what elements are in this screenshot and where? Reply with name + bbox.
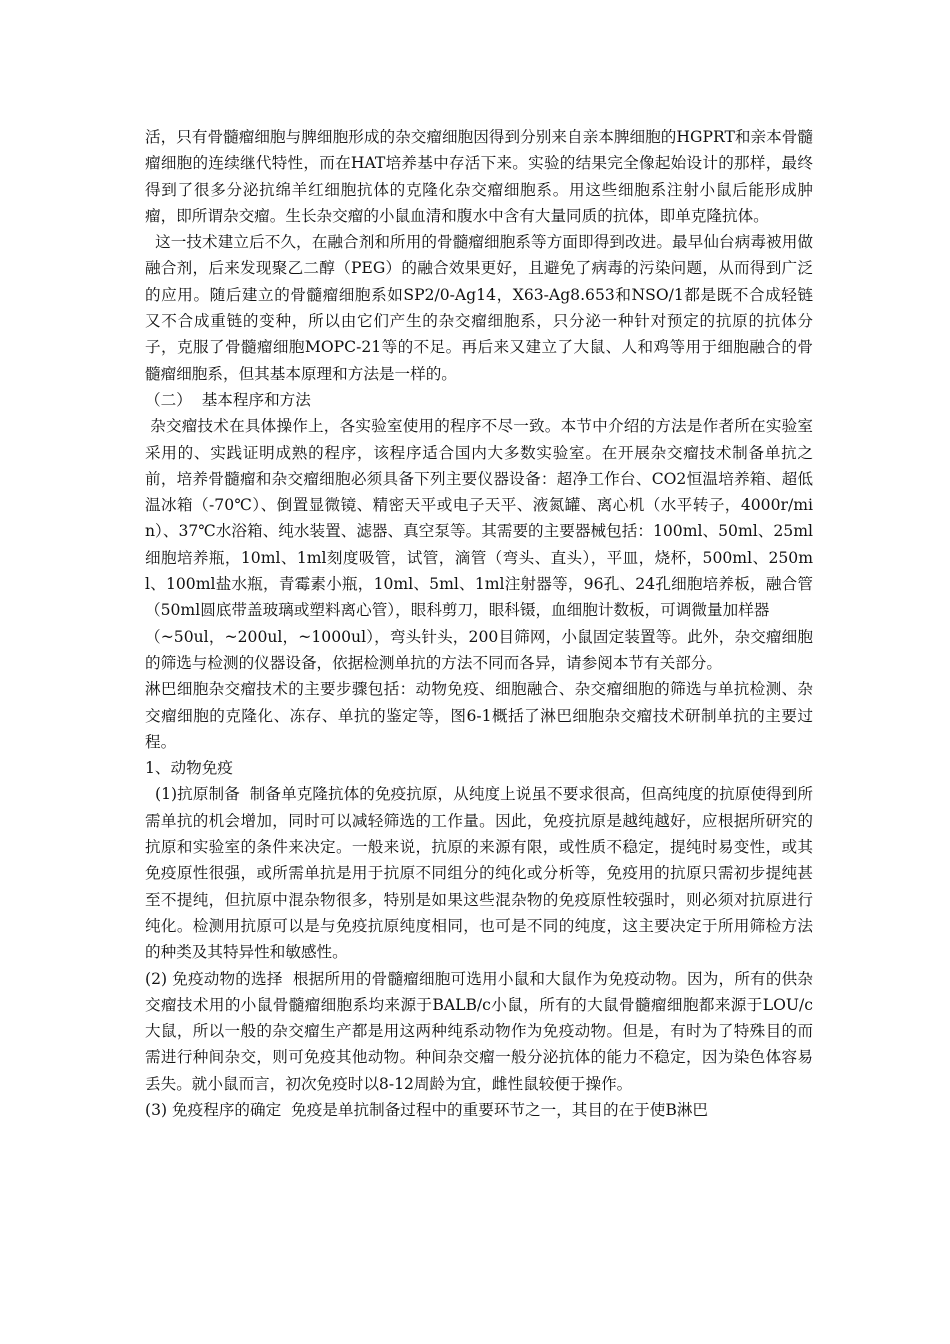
section-heading: （二） 基本程序和方法 [145, 390, 311, 409]
paragraph: (3) 免疫程序的确定 免疫是单抗制备过程中的重要环节之一，其目的在于使B淋巴 [145, 1100, 709, 1119]
paragraph: (1)抗原制备 制备单克隆抗体的免疫抗原，从纯度上说虽不要求很高，但高纯度的抗原使得到所需单抗的机会增加，同时可以减轻筛选的工作量。因此，免疫抗原是越纯越好，应根据所研究的抗原和实验室的条件来决定。一般来说，抗原的来源有限，或性质不稳定，提纯时易变性，或其免疫原性很强，或所需单抗是用于抗原不同组分的纯化或分析等，免疫用的抗原只需初步提纯甚至不提纯，但抗原中混杂物很多，特别是如果这些混杂物的免疫原性较强时，则必须对抗原进行纯化。检测用抗原可以是与免疫抗原纯度相同，也可是不同的纯度，这主要决定于所用筛检方法的种类及其特异性和敏感性。 [145, 785, 813, 962]
paragraph: （~50ul，~200ul，~1000ul），弯头针头，200目筛网，小鼠固定装置等。此外，杂交瘤细胞的筛选与检测的仪器设备，依据检测单抗的方法不同而各异，请参阅本节有关部分。 [145, 627, 813, 672]
paragraph: 淋巴细胞杂交瘤技术的主要步骤包括：动物免疫、细胞融合、杂交瘤细胞的筛选与单抗检测、杂交瘤细胞的克隆化、冻存、单抗的鉴定等，图6-1概括了淋巴细胞杂交瘤技术研制单抗的主要过程。 [145, 680, 813, 751]
paragraph: 杂交瘤技术在具体操作上，各实验室使用的程序不尽一致。本节中介绍的方法是作者所在实验室采用的、实践证明成熟的程序，该程序适合国内大多数实验室。在开展杂交瘤技术制备单抗之前，培养骨髓瘤和杂交瘤细胞必须具备下列主要仪器设备：超净工作台、CO2恒温培养箱、超低温冰箱（-70℃）、倒置显微镜、精密天平或电子天平、液氮罐、离心机（水平转子，4000r/min）、37℃水浴箱、纯水装置、滤器、真空泵等。其需要的主要器械包括：100ml、50ml、25ml细胞培养瓶，10ml、1ml刻度吸管，试管，滴管（弯头、直头），平皿，烧杯，500ml、250ml、100ml盐水瓶，青霉素小瓶，10ml、5ml、1ml注射器等，96孔、24孔细胞培养板，融合管（50ml圆底带盖玻璃或塑料离心管），眼科剪刀，眼科镊，血细胞计数板，可调微量加样器 [145, 417, 813, 620]
subsection-heading: 1、动物免疫 [145, 759, 233, 778]
paragraph: 活，只有骨髓瘤细胞与脾细胞形成的杂交瘤细胞因得到分别来自亲本脾细胞的HGPRT和亲本骨髓瘤细胞的连续继代特性，而在HAT培养基中存活下来。实验的结果完全像起始设计的那样，最终得到了很多分泌抗绵羊红细胞抗体的克隆化杂交瘤细胞系。用这些细胞系注射小鼠后能形成肿瘤，即所谓杂交瘤。生长杂交瘤的小鼠血清和腹水中含有大量同质的抗体，即单克隆抗体。 [145, 128, 813, 225]
paragraph: 这一技术建立后不久，在融合剂和所用的骨髓瘤细胞系等方面即得到改进。最早仙台病毒被用做融合剂，后来发现聚乙二醇（PEG）的融合效果更好，且避免了病毒的污染问题，从而得到广泛的应用。随后建立的骨髓瘤细胞系如SP2/0-Ag14，X63-Ag8.653和NSO/1都是既不合成轻链又不合成重链的变种，所以由它们产生的杂交瘤细胞系，只分泌一种针对预定的抗原的抗体分子，克服了骨髓瘤细胞MOPC-21等的不足。再后来又建立了大鼠、人和鸡等用于细胞融合的骨髓瘤细胞系，但其基本原理和方法是一样的。 [145, 233, 813, 383]
document-body [145, 124, 813, 1123]
paragraph: (2) 免疫动物的选择 根据所用的骨髓瘤细胞可选用小鼠和大鼠作为免疫动物。因为，所有的供杂交瘤技术用的小鼠骨髓瘤细胞系均来源于BALB/c小鼠，所有的大鼠骨髓瘤细胞都来源于LOU/c大鼠，所以一般的杂交瘤生产都是用这两种纯系动物作为免疫动物。但是，有时为了特殊目的而需进行种间杂交，则可免疫其他动物。种间杂交瘤一般分泌抗体的能力不稳定，因为染色体容易丢失。就小鼠而言，初次免疫时以8-12周龄为宜，雌性鼠较便于操作。 [145, 969, 813, 1093]
